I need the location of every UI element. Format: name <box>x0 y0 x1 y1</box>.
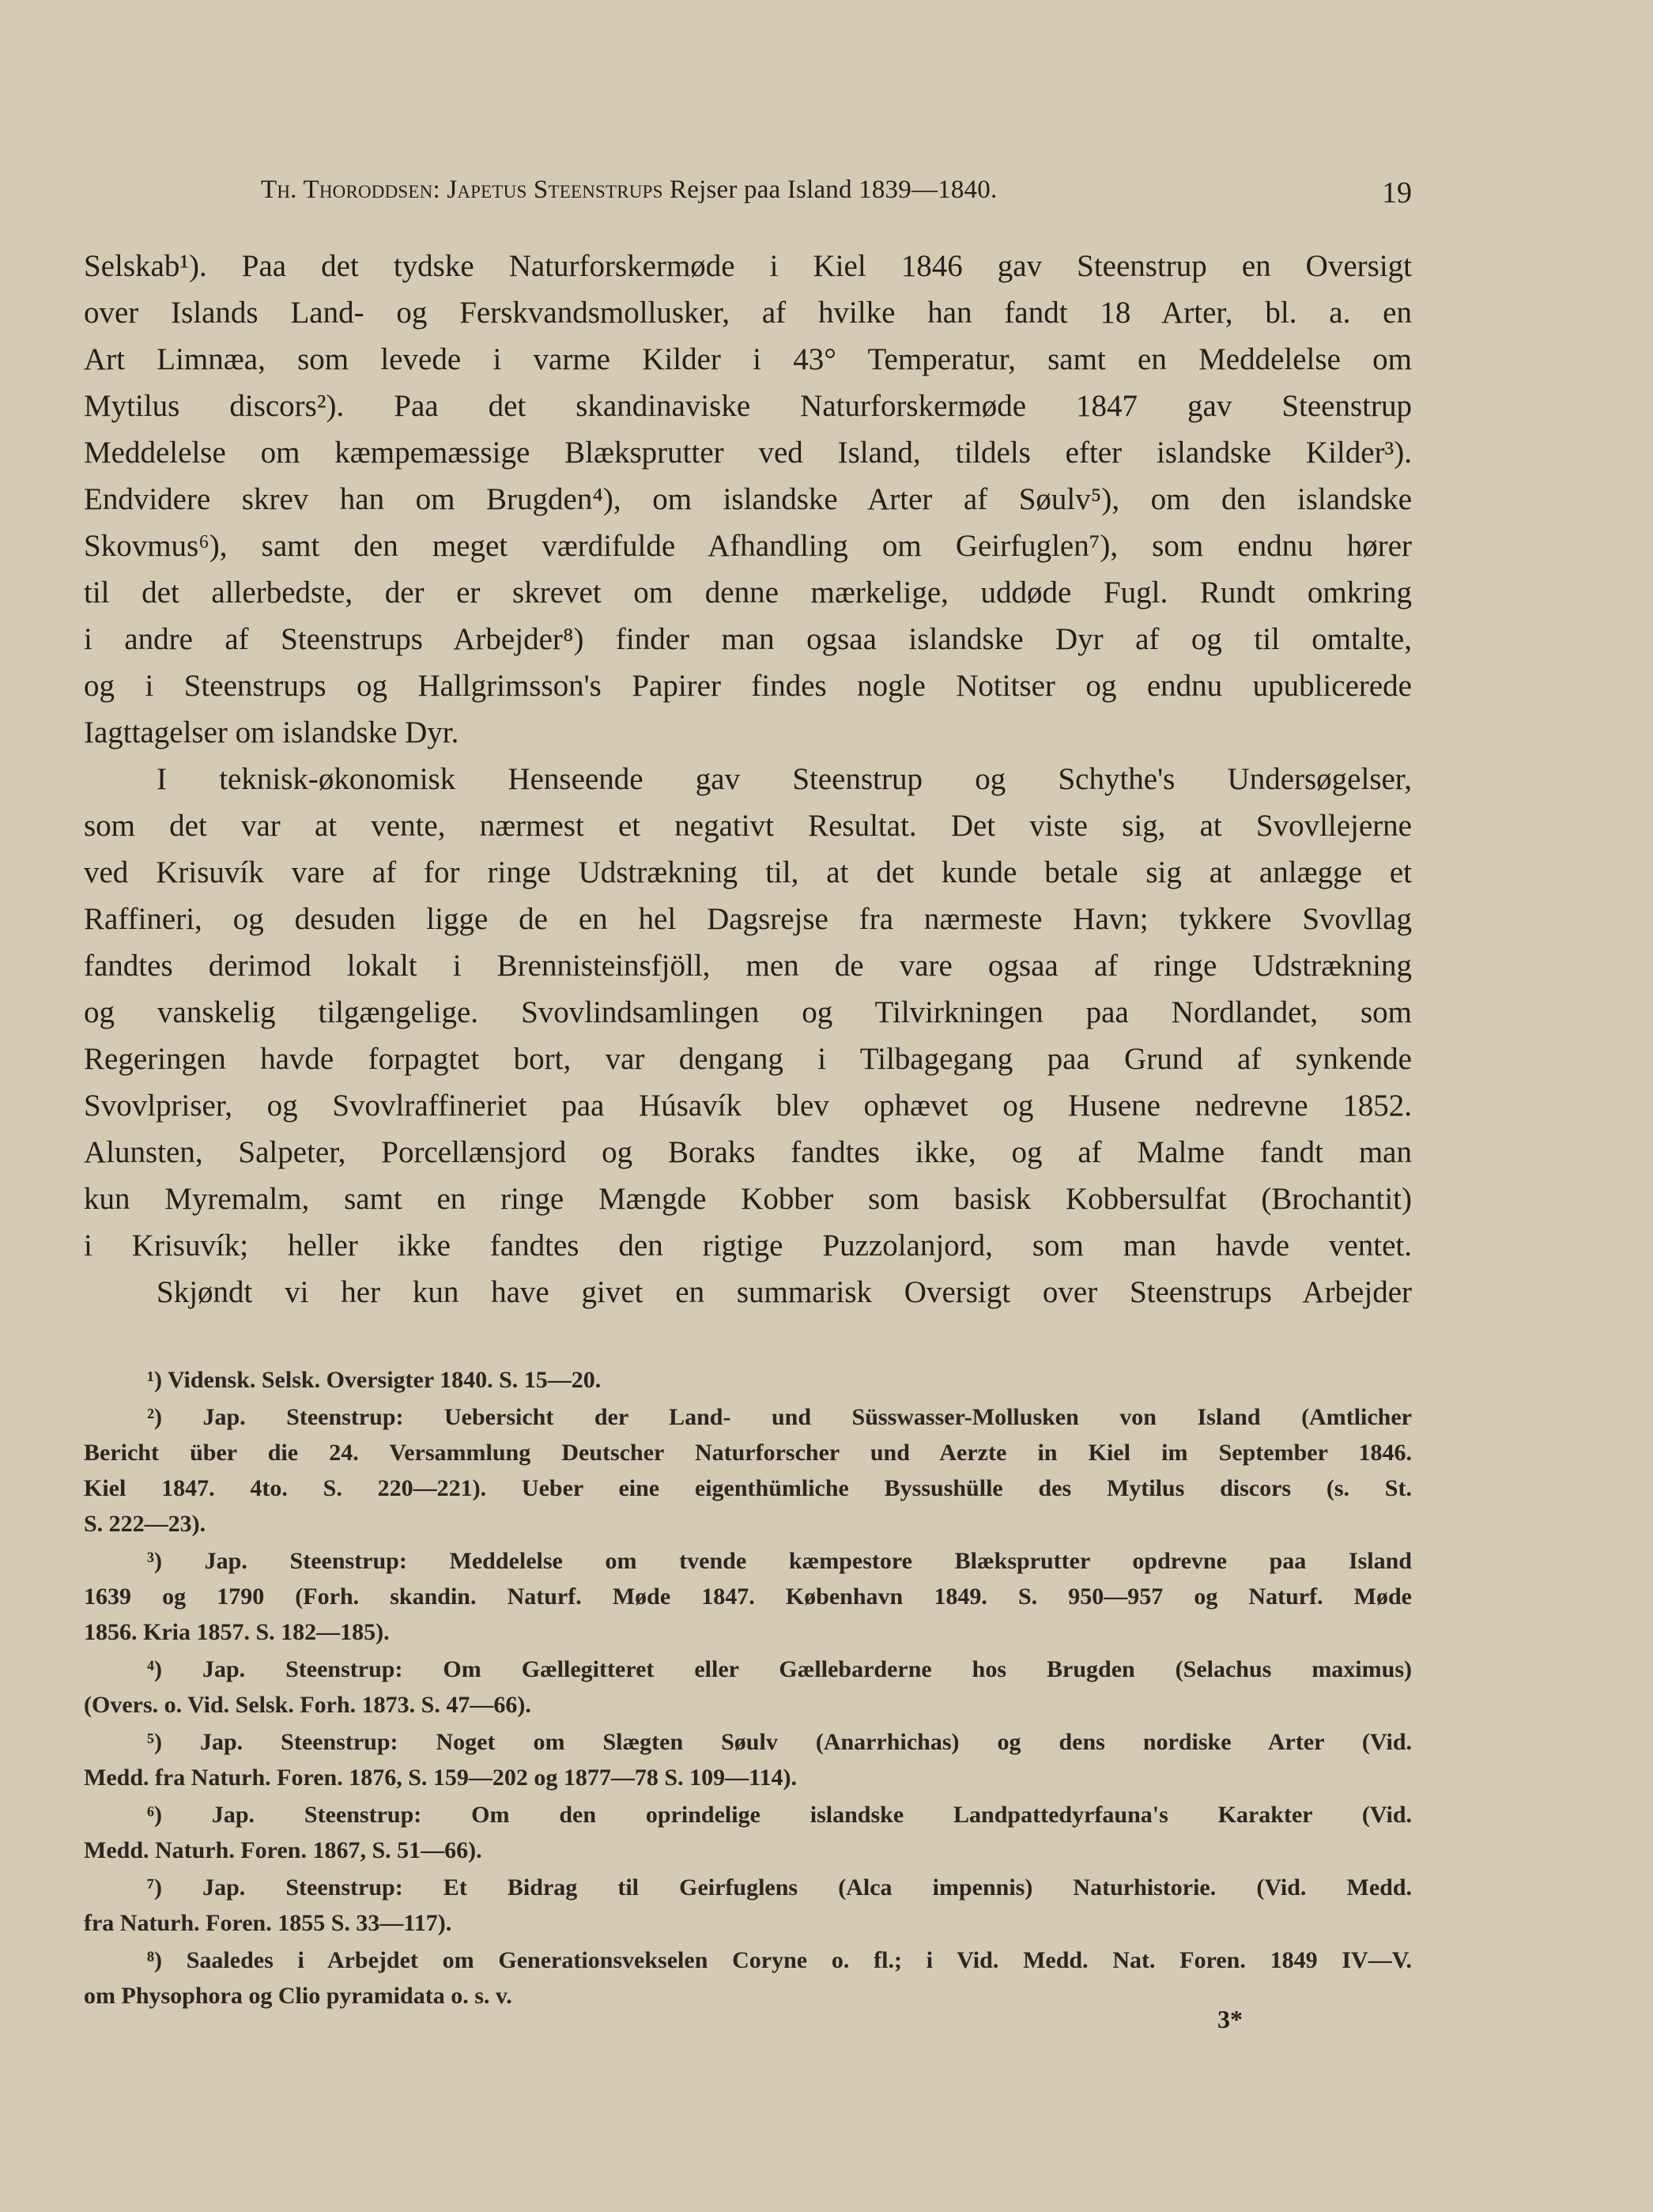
page-number: 19 <box>1382 176 1412 209</box>
text-line: ved Krisuvík vare af for ringe Udstrækning til, at det kunde betale sig at anlægge et <box>84 855 1412 889</box>
text-line: i andre af Steenstrups Arbejder⁸) finder man ogsaa islandske Dyr af og til omtalte, <box>84 622 1412 656</box>
text-line: Regeringen havde forpagtet bort, var dengang i Tilbagegang paa Grund af synkende <box>84 1042 1412 1076</box>
footnote-7: ⁷) Jap. Steenstrup: Et Bidrag til Geirfuglens (Alca impennis) Naturhistorie. (Vid. Medd. <box>147 1874 1412 1901</box>
text-line: Art Limnæa, som levede i varme Kilder i 43° Temperatur, samt en Meddelelse om <box>84 342 1412 376</box>
text-line: kun Myremalm, samt en ringe Mængde Kobber som basisk Kobbersulfat (Brochantit) <box>84 1182 1412 1216</box>
text-line: Mytilus discors²). Paa det skandinaviske Naturforskermøde 1847 gav Steenstrup <box>84 389 1412 423</box>
footnote-4: ⁴) Jap. Steenstrup: Om Gællegitteret eller Gællebarderne hos Brugden (Selachus maximus) <box>147 1656 1412 1682</box>
text-line: Skovmus⁶), samt den meget værdifulde Afhandling om Geirfuglen⁷), som endnu hører <box>84 529 1412 563</box>
running-head-subject: Japetus Steenstrups <box>447 176 663 204</box>
running-head-title: Rejser paa Island 1839—1840. <box>662 176 998 204</box>
text-line: til det allerbedste, der er skrevet om denne mærkelige, uddøde Fugl. Rundt omkring <box>84 576 1412 610</box>
footnote-line: Bericht über die 24. Versammlung Deutscher Naturforscher und Aerzte in Kiel im September 1846. <box>84 1440 1412 1466</box>
signature-mark: 3* <box>1217 2005 1243 2033</box>
footnote-5: ⁵) Jap. Steenstrup: Noget om Slægten Søulv (Anarrhichas) og dens nordiske Arter (Vid. <box>147 1729 1412 1755</box>
text-line: Alunsten, Salpeter, Porcellænsjord og Boraks fandtes ikke, og af Malme fandt man <box>84 1135 1412 1169</box>
text-line: som det var at vente, nærmest et negativt Resultat. Det viste sig, at Svovllejerne <box>84 809 1412 843</box>
text-line: Meddelelse om kæmpemæssige Blæksprutter ved Island, tildels efter islandske Kilder³). <box>84 436 1412 470</box>
footnote-line: Medd. Naturh. Foren. 1867, S. 51—66). <box>84 1837 482 1863</box>
footnote-line: S. 222—23). <box>84 1511 206 1537</box>
text-line: fandtes derimod lokalt i Brennisteinsfjöll, men de vare ogsaa af ringe Udstrækning <box>84 949 1412 983</box>
running-head <box>261 176 997 205</box>
footnote-8: ⁸) Saaledes i Arbejdet om Generationsvekselen Coryne o. fl.; i Vid. Medd. Nat. Foren. 1849 IV—V. <box>147 1947 1412 1973</box>
footnote-line: 1639 og 1790 (Forh. skandin. Naturf. Møde 1847. København 1849. S. 950—957 og Naturf. Møde <box>84 1584 1412 1610</box>
paragraph-first-line: I teknisk-økonomisk Henseende gav Steenstrup og Schythe's Undersøgelser, <box>157 762 1412 796</box>
text-line: i Krisuvík; heller ikke fandtes den rigtige Puzzolanjord, som man havde ventet. <box>84 1229 1412 1263</box>
running-head-author: Th. Thoroddsen <box>261 176 433 204</box>
footnote-line: (Overs. o. Vid. Selsk. Forh. 1873. S. 47—66). <box>84 1692 531 1718</box>
text-line: Iagttagelser om islandske Dyr. <box>84 715 459 749</box>
footnote-line: Medd. fra Naturh. Foren. 1876, S. 159—202 og 1877—78 S. 109—114). <box>84 1765 797 1791</box>
text-line: og i Steenstrups og Hallgrimsson's Papirer findes nogle Notitser og endnu upublicerede <box>84 669 1412 703</box>
footnote-1: ¹) Vidensk. Selsk. Oversigter 1840. S. 15—20. <box>147 1367 602 1393</box>
footnote-line: 1856. Kria 1857. S. 182—185). <box>84 1619 390 1645</box>
footnote-6: ⁶) Jap. Steenstrup: Om den oprindelige islandske Landpattedyrfauna's Karakter (Vid. <box>147 1802 1412 1828</box>
running-head-separator: : <box>432 176 447 204</box>
footnote-line: Kiel 1847. 4to. S. 220—221). Ueber eine eigenthümliche Byssushülle des Mytilus discors (s. St. <box>84 1475 1412 1501</box>
text-line: Raffineri, og desuden ligge de en hel Dagsrejse fra nærmeste Havn; tykkere Svovllag <box>84 902 1412 936</box>
text-line: Selskab¹). Paa det tydske Naturforskermøde i Kiel 1846 gav Steenstrup en Oversigt <box>84 249 1412 283</box>
footnote-line: fra Naturh. Foren. 1855 S. 33—117). <box>84 1910 452 1936</box>
text-line: Svovlpriser, og Svovlraffineriet paa Húsavík blev ophævet og Husene nedrevne 1852. <box>84 1089 1412 1123</box>
text-line: over Islands Land- og Ferskvandsmollusker, af hvilke han fandt 18 Arter, bl. a. en <box>84 296 1412 330</box>
paragraph-first-line: Skjøndt vi her kun have givet en summarisk Oversigt over Steenstrups Arbejder <box>157 1275 1412 1309</box>
text-line: og vanskelig tilgængelige. Svovlindsamlingen og Tilvirkningen paa Nordlandet, som <box>84 995 1412 1029</box>
footnote-line: om Physophora og Clio pyramidata o. s. v. <box>84 1983 512 2009</box>
footnote-3: ³) Jap. Steenstrup: Meddelelse om tvende kæmpestore Blæksprutter opdrevne paa Island <box>147 1548 1412 1574</box>
footnote-2: ²) Jap. Steenstrup: Uebersicht der Land- und Süsswasser-Mollusken von Island (Amtlicher <box>147 1404 1412 1430</box>
text-line: Endvidere skrev han om Brugden⁴), om islandske Arter af Søulv⁵), om den islandske <box>84 482 1412 516</box>
